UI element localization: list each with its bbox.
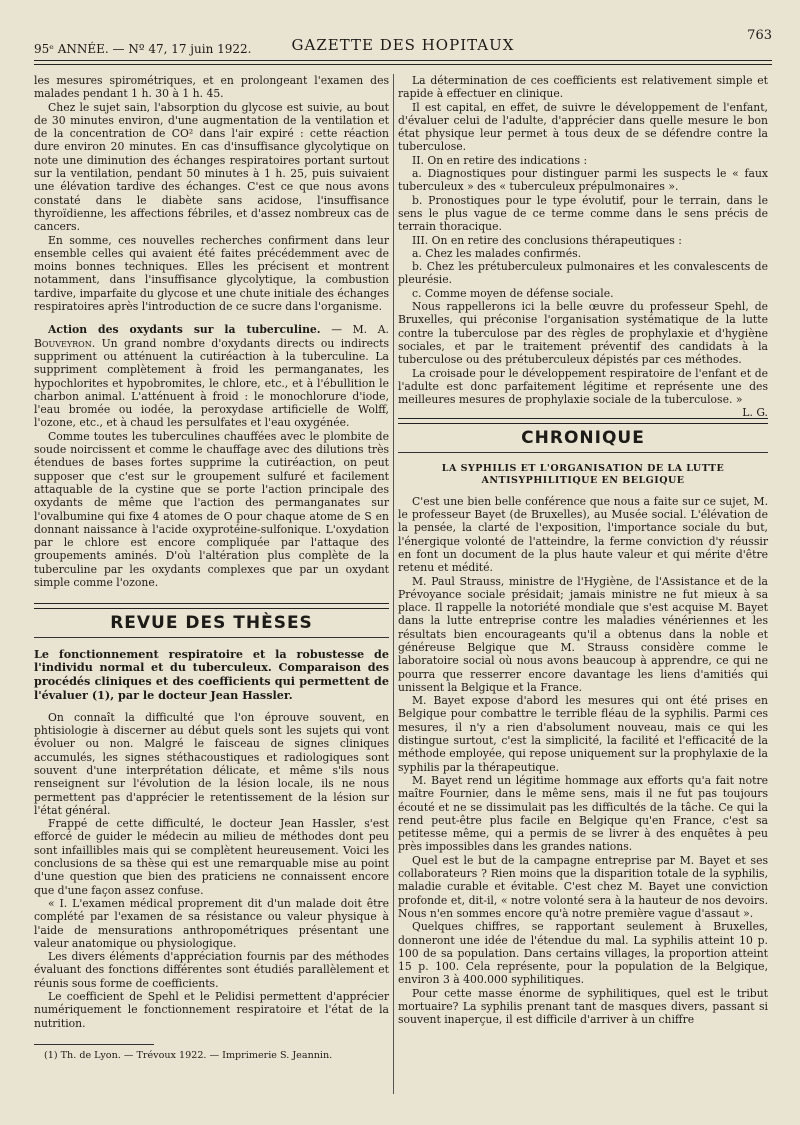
paragraph (398, 366, 768, 420)
paragraph: Le coefficient de Spehl et le Pelidisi permettent d'apprécier numériquement le fonctionnement respiratoire et l'état de la nutrition. (34, 990, 389, 1030)
page-number: 763 (747, 28, 772, 43)
paragraph: On connaît la difficulté que l'on éprouve souvent, en phtisiologie à discerner au début quels sont les sujets qui vont évoluer ou non. Malgré le faisceau de signes cliniques accumulés, les signes stéthacoustiques et radiologiques sont souvent d'une interprétation délicate, et même s'ils nous renseignent sur l'évolution de la lésion locale, ils ne nous permettent pas d'apprécier le retentissement de la lésion sur l'état général. (34, 710, 389, 817)
paragraph: b. Chez les prétuberculeux pulmonaires et les convalescents de pleurésie. (398, 260, 768, 287)
paragraph: III. On en retire des conclusions thérapeutiques : (412, 233, 682, 247)
section-title-revue: REVUE DES THÈSES (110, 613, 313, 634)
section-heading: Action des oxydants sur la tuberculine. (48, 323, 321, 337)
paragraph: b. Pronostiques pour le type évolutif, pour le terrain, dans le sens le plus vague de ce terme comme dans le sens précis de terrain thoracique. (398, 193, 768, 234)
paragraph: Les divers éléments d'appréciation fournis par des méthodes évaluant des fonctions différentes sont étudiés parallèlement et réunis sous forme de coefficients. (34, 950, 389, 990)
right-column (398, 74, 768, 1027)
paragraph: Quel est le but de la campagne entreprise par M. Bayet et ses collaborateurs ? Rien moins que la disparition totale de la syphilis, maladie curable et évitable. C'est chez M. Bayet une conviction profonde et, dit-il, « notre volonté sera à la hauteur de nos devoirs. Nous n'en sommes encore qu'à notre première vague d'assaut ». (398, 853, 768, 920)
paragraph-text: La croisade pour le développement respiratoire de l'enfant et de l'adulte est donc parfaitement légitime et représente une des meilleures mesures de prophylaxie sociale de la tuberculose. » (398, 366, 768, 407)
paragraph: c. Comme moyen de défense sociale. (412, 286, 614, 300)
signature: L. G. (742, 406, 768, 420)
section-rule-thin (398, 452, 768, 453)
these-title: Le fonctionnement respiratoire et la robustesse de l'individu normal et du tuberculeux. Comparaison des procédés cliniques et des coefficients qui permettent de l'évaluer (1), par le docteur Jean Hassler. (34, 646, 389, 702)
paragraph: les mesures spirométriques, et en prolongeant l'examen des malades pendant 1 h. 30 à 1 h. 45. (34, 74, 389, 101)
paragraph: a. Diagnostiques pour distinguer parmi les suspects le « faux tuberculeux » des « tuberculeux prépulmonaires ». (398, 167, 768, 194)
paragraph: C'est une bien belle conférence que nous a faite sur ce sujet, M. le professeur Bayet (de Bruxelles), au Musée social. L'élévation de la pensée, la clarté de l'exposition, l'importance sociale du but, l'énergique volonté de l'atteindre, la ferme conviction d'y réussir en font un document de la plus haute valeur et qui mérite d'être retenu et médité. (398, 494, 768, 575)
paragraph: Quelques chiffres, se rapportant seulement à Bruxelles, donneront une idée de l'étendue du mal. La syphilis atteint 10 p. 100 de sa population. Dans certains villages, la proportion atteint 15 p. 100. Cela représente, pour la population de la Belgique, environ 3 à 400.000 syphilitiques. (398, 920, 768, 987)
paragraph: Comme toutes les tuberculines chauffées avec le plombite de soude noircissent et comme le chauffage avec des dilutions très étendues de bases fortes supprime la cutiréaction, on peut supposer que c'est sur le groupement sulfuré et facilement attaquable de la cystine que se porte l'action principale des oxydants de même que l'action des permanganates sur l'ovalbumine qui fixe 4 atomes de O pour chaque atome de S en donnant naissance à l'acide oxyprotéine-sulfonique. L'oxydation par le chlore est encore compliquée par l'attaque des groupements aminés. D'où l'altération plus complète de la tuberculine par les oxydants complexes que par un oxydant simple comme l'ozone. (34, 429, 389, 589)
journal-title: GAZETTE DES HOPITAUX (291, 36, 515, 54)
footnote: (1) Th. de Lyon. — Trévoux 1922. — Imprimerie S. Jeannin. (44, 1049, 333, 1061)
paragraph-oxydants (34, 323, 389, 429)
paragraph: « I. L'examen médical proprement dit d'un malade doit être complété par l'examen de sa résistance ou valeur physique à l'aide de mensurations anthropométriques présentant une valeur anatomique ou physiologique. (34, 896, 389, 950)
footnote-rule (34, 1044, 154, 1045)
left-column (34, 74, 389, 1062)
column-divider (393, 74, 394, 1094)
section-title-chronique: CHRONIQUE (521, 428, 645, 449)
paragraph: La détermination de ces coefficients est relativement simple et rapide à effectuer en clinique. (398, 74, 768, 101)
author: — M. A. Bouveyron. (34, 323, 389, 350)
paragraph: Nous rappellerons ici la belle œuvre du professeur Spehl, de Bruxelles, qui préconise l'organisation systématique de la lutte contre la tuberculose par des règles de prophylaxie et d'hygiène sociales, et par le traitement préventif des candidats à la tuberculose ou des prétuberculeux dépistés par ces méthodes. (398, 300, 768, 367)
paragraph: M. Bayet rend un légitime hommage aux efforts qu'a fait notre maître Fournier, dans le même sens, mais il ne fut pas toujours écouté et ne se dissimulait pas les difficultés de la tâche. Ce qui la rend peut-être plus facile en Belgique qu'en France, c'est sa petitesse même, qui a permis de se livrer à des enquêtes à peu près impossibles dans les grandes nations. (398, 773, 768, 854)
paragraph: En somme, ces nouvelles recherches confirment dans leur ensemble celles qui avaient été faites précédemment avec de moins bonnes techniques. Elles les précisent et montrent notamment, dans l'insuffisance glycolytique, la combustion tardive, imparfaite du glycose et une chute initiale des échanges respiratoires après l'introduction de ce sucre dans l'organisme. (34, 233, 389, 314)
paragraph: M. Paul Strauss, ministre de l'Hygiène, de l'Assistance et de la Prévoyance sociale présidait; jamais ministre ne fut mieux à sa place. Il rappelle la notoriété mondiale que s'est acquise M. Bayet dans la lutte entreprise contre les maladies vénériennes et les résultats bien encourageants qu'il a obtenus dans la noble et généreuse Belgique que M. Strauss considère comme le laboratoire social où nous avons beaucoup à apprendre, ce qui ne pourra que resserrer encore davantage les liens d'amitiés qui unissent la Belgique et la France. (398, 574, 768, 694)
paragraph: II. On en retire des indications : (412, 153, 588, 167)
header-rule (34, 60, 772, 65)
page-header (34, 28, 772, 58)
chronique-subtitle: LA SYPHILIS ET L'ORGANISATION DE LA LUTTE ANTISYPHILITIQUE EN BELGIQUE (441, 462, 725, 486)
paragraph: Il est capital, en effet, de suivre le développement de l'enfant, d'évaluer celui de l'adulte, d'apprécier dans quelle mesure le bon état physique leur permet à tous deux de se défendre contre la tuberculose. (398, 100, 768, 154)
section-rule (398, 418, 768, 424)
section-rule-thin (34, 637, 389, 638)
paragraph: a. Chez les malades confirmés. (412, 246, 582, 260)
section-rule (34, 603, 389, 609)
paragraph-text: Un grand nombre d'oxydants directs ou indirects suppriment ou atténuent la cutiréaction à la tuberculine. La suppriment complètement à froid les permanganates, les hypochlorites et hypobromites, le chlore, etc., et à l'ébullition le charbon animal. L'atténuent à froid : le monochlorure d'iode, l'eau bromée ou iodée, la peroxydase artificielle de Wolff, l'ozone, etc., et à chaud les persulfates et l'eau oxygénée. (34, 336, 389, 430)
issue-info: 95ᵉ ANNÉE. — Nº 47, 17 juin 1922. (34, 42, 252, 56)
paragraph: Chez le sujet sain, l'absorption du glycose est suivie, au bout de 30 minutes environ, d'une augmentation de la ventilation et de la concentration de CO² dans l'air expiré : cette réaction dure environ 20 minutes. En cas d'insuffisance glycolytique on note une diminution des échanges respiratoires portant surtout sur la ventilation, pendant 50 minutes à 1 h. 25, puis suivaient une élévation tardive des échanges. C'est ce que nous avons constaté dans le diabète sans acidose, l'insuffisance thyroïdienne, les affections fébriles, et d'assez nombreux cas de cancers. (34, 100, 389, 234)
paragraph: Frappé de cette difficulté, le docteur Jean Hassler, s'est efforcé de guider le médecin au milieu de méthodes dont peu sont infaillibles mais qui se complètent heureusement. Voici les conclusions de sa thèse qui est une remarquable mise au point d'une question que bien des praticiens ne connaissent encore que d'une façon assez confuse. (34, 817, 389, 897)
paragraph: Pour cette masse énorme de syphilitiques, quel est le tribut mortuaire? La syphilis prenant tant de masques divers, passant si souvent inaperçue, il est difficile d'arriver à un chiffre (398, 986, 768, 1027)
paragraph: M. Bayet expose d'abord les mesures qui ont été prises en Belgique pour combattre le terrible fléau de la syphilis. Parmi ces mesures, il n'y a rien d'absolument nouveau, mais ce qui les distingue surtout, c'est la simplicité, la facilité et l'efficacité de la méthode employée, qui repose uniquement sur la prophylaxie de la syphilis par la thérapeutique. (398, 694, 768, 774)
